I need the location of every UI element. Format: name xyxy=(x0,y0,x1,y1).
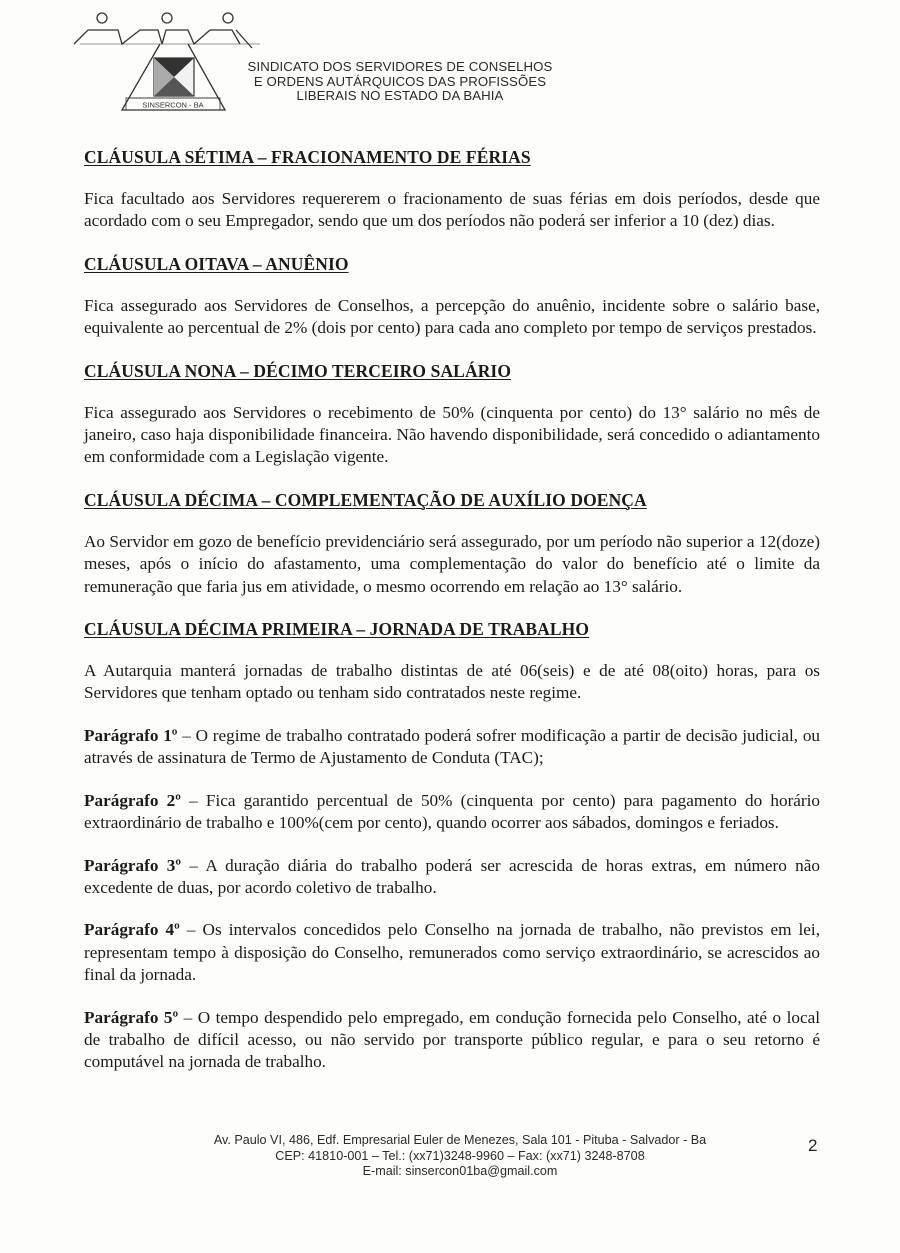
clause-paragraph-numbered xyxy=(84,1007,820,1074)
paragraph-text: Fica assegurado aos Servidores o recebimento de 50% (cinquenta por cento) do 13° salário no mês de janeiro, caso haja disponibilidade financeira. Não havendo disponibilidade, será concedido o adiantamento em conformidade com a Legislação vigente. xyxy=(84,402,820,467)
clause-paragraph xyxy=(84,531,820,598)
clause-paragraph xyxy=(84,188,820,233)
org-line: SINDICATO DOS SERVIDORES DE CONSELHOS xyxy=(247,59,553,74)
paragraph-text: – Os intervalos concedidos pelo Conselho na jornada de trabalho, não previstos em lei, representam tempo à disposição do Conselho, remunerados como serviço extraordinário, se acrescidos ao final da jornada. xyxy=(84,920,820,985)
organization-name xyxy=(230,60,570,104)
document-body xyxy=(84,146,820,1074)
clause-paragraph-numbered xyxy=(84,790,820,835)
paragraph-text: – Fica garantido percentual de 50% (cinquenta por cento) para pagamento do horário extraordinário de trabalho e 100%(cem por cento), quando ocorrer aos sábados, domingos e feriados. xyxy=(84,790,821,833)
paragraph-text: Ao Servidor em gozo de benefício previdenciário será assegurado, por um período não superior a 12(doze) meses, após o início do afastamento, uma complementação do valor do benefício até o limite da remuneração que faria jus em atividade, o mesmo ocorrendo em relação ao 13° salário. xyxy=(84,531,820,596)
clause-title: CLÁUSULA DÉCIMA – COMPLEMENTAÇÃO DE AUXÍLIO DOENÇA xyxy=(84,489,647,510)
paragraph-label: Parágrafo 2º xyxy=(84,790,181,810)
clause-paragraph xyxy=(84,402,820,469)
org-line: E ORDENS AUTÁRQUICOS DAS PROFISSÕES xyxy=(253,73,547,89)
paragraph-text: – O tempo despendido pelo empregado, em condução fornecida pelo Conselho, até o local de trabalho de difícil acesso, ou não servido por transporte público regular, e para o seu retorno é computável na jornada de trabalho. xyxy=(84,1007,820,1072)
clause-paragraph xyxy=(84,295,820,340)
paragraph-text: Fica facultado aos Servidores requererem o fracionamento de suas férias em dois períodos, desde que acordado com o seu Empregador, sendo que um dos períodos não poderá ser inferior a 10 (dez) dias. xyxy=(84,189,820,231)
clause-title: CLÁUSULA SÉTIMA – FRACIONAMENTO DE FÉRIAS xyxy=(84,147,531,167)
paragraph-label: Parágrafo 4º xyxy=(84,920,180,940)
clause-paragraph-numbered xyxy=(84,919,820,986)
paragraph-text: A Autarquia manterá jornadas de trabalho distintas de até 06(seis) e de até 08(oito) horas, para os Servidores que tenham optado ou tenham sido contratados neste regime. xyxy=(84,661,820,703)
paragraph-label: Parágrafo 3º xyxy=(84,855,182,875)
page-number: 2 xyxy=(808,1136,818,1155)
paragraph-text: – O regime de trabalho contratado poderá sofrer modificação a partir de decisão judicial, ou através de assinatura de Termo de Ajustamento de Conduta (TAC); xyxy=(84,725,821,768)
footer-line: CEP: 41810-001 – Tel.: (xx71)3248-9960 – Fax: (xx71) 3248-8708 xyxy=(275,1148,645,1163)
clause-title: CLÁUSULA OITAVA – ANUÊNIO xyxy=(84,253,349,274)
clause-paragraph xyxy=(84,660,820,705)
paragraph-label: Parágrafo 1º xyxy=(84,725,178,745)
footer-address xyxy=(170,1133,750,1180)
paragraph-text: – A duração diária do trabalho poderá ser acrescida de horas extras, em número não excedente de duas, por acordo coletivo de trabalho. xyxy=(84,855,820,897)
paragraph-label: Parágrafo 5º xyxy=(84,1007,179,1027)
clause-paragraph-numbered xyxy=(84,725,820,770)
footer-line: E-mail: sinsercon01ba@gmail.com xyxy=(362,1164,558,1179)
clause-title: CLÁUSULA NONA – DÉCIMO TERCEIRO SALÁRIO xyxy=(84,360,512,381)
footer-line: Av. Paulo VI, 486, Edf. Empresarial Euler de Menezes, Sala 101 - Pituba - Salvador - Ba xyxy=(213,1133,707,1147)
org-line: LIBERAIS NO ESTADO DA BAHIA xyxy=(296,88,504,104)
paragraph-text: Fica assegurado aos Servidores de Conselhos, a percepção do anuênio, incidente sobre o salário base, equivalente ao percentual de 2% (dois por cento) para cada ano completo por tempo de serviços prestados. xyxy=(84,295,820,338)
logo-text: SINSERCON - BA xyxy=(142,100,204,110)
clause-paragraph-numbered xyxy=(84,855,820,900)
clause-title: CLÁUSULA DÉCIMA PRIMEIRA – JORNADA DE TRABALHO xyxy=(84,619,590,640)
